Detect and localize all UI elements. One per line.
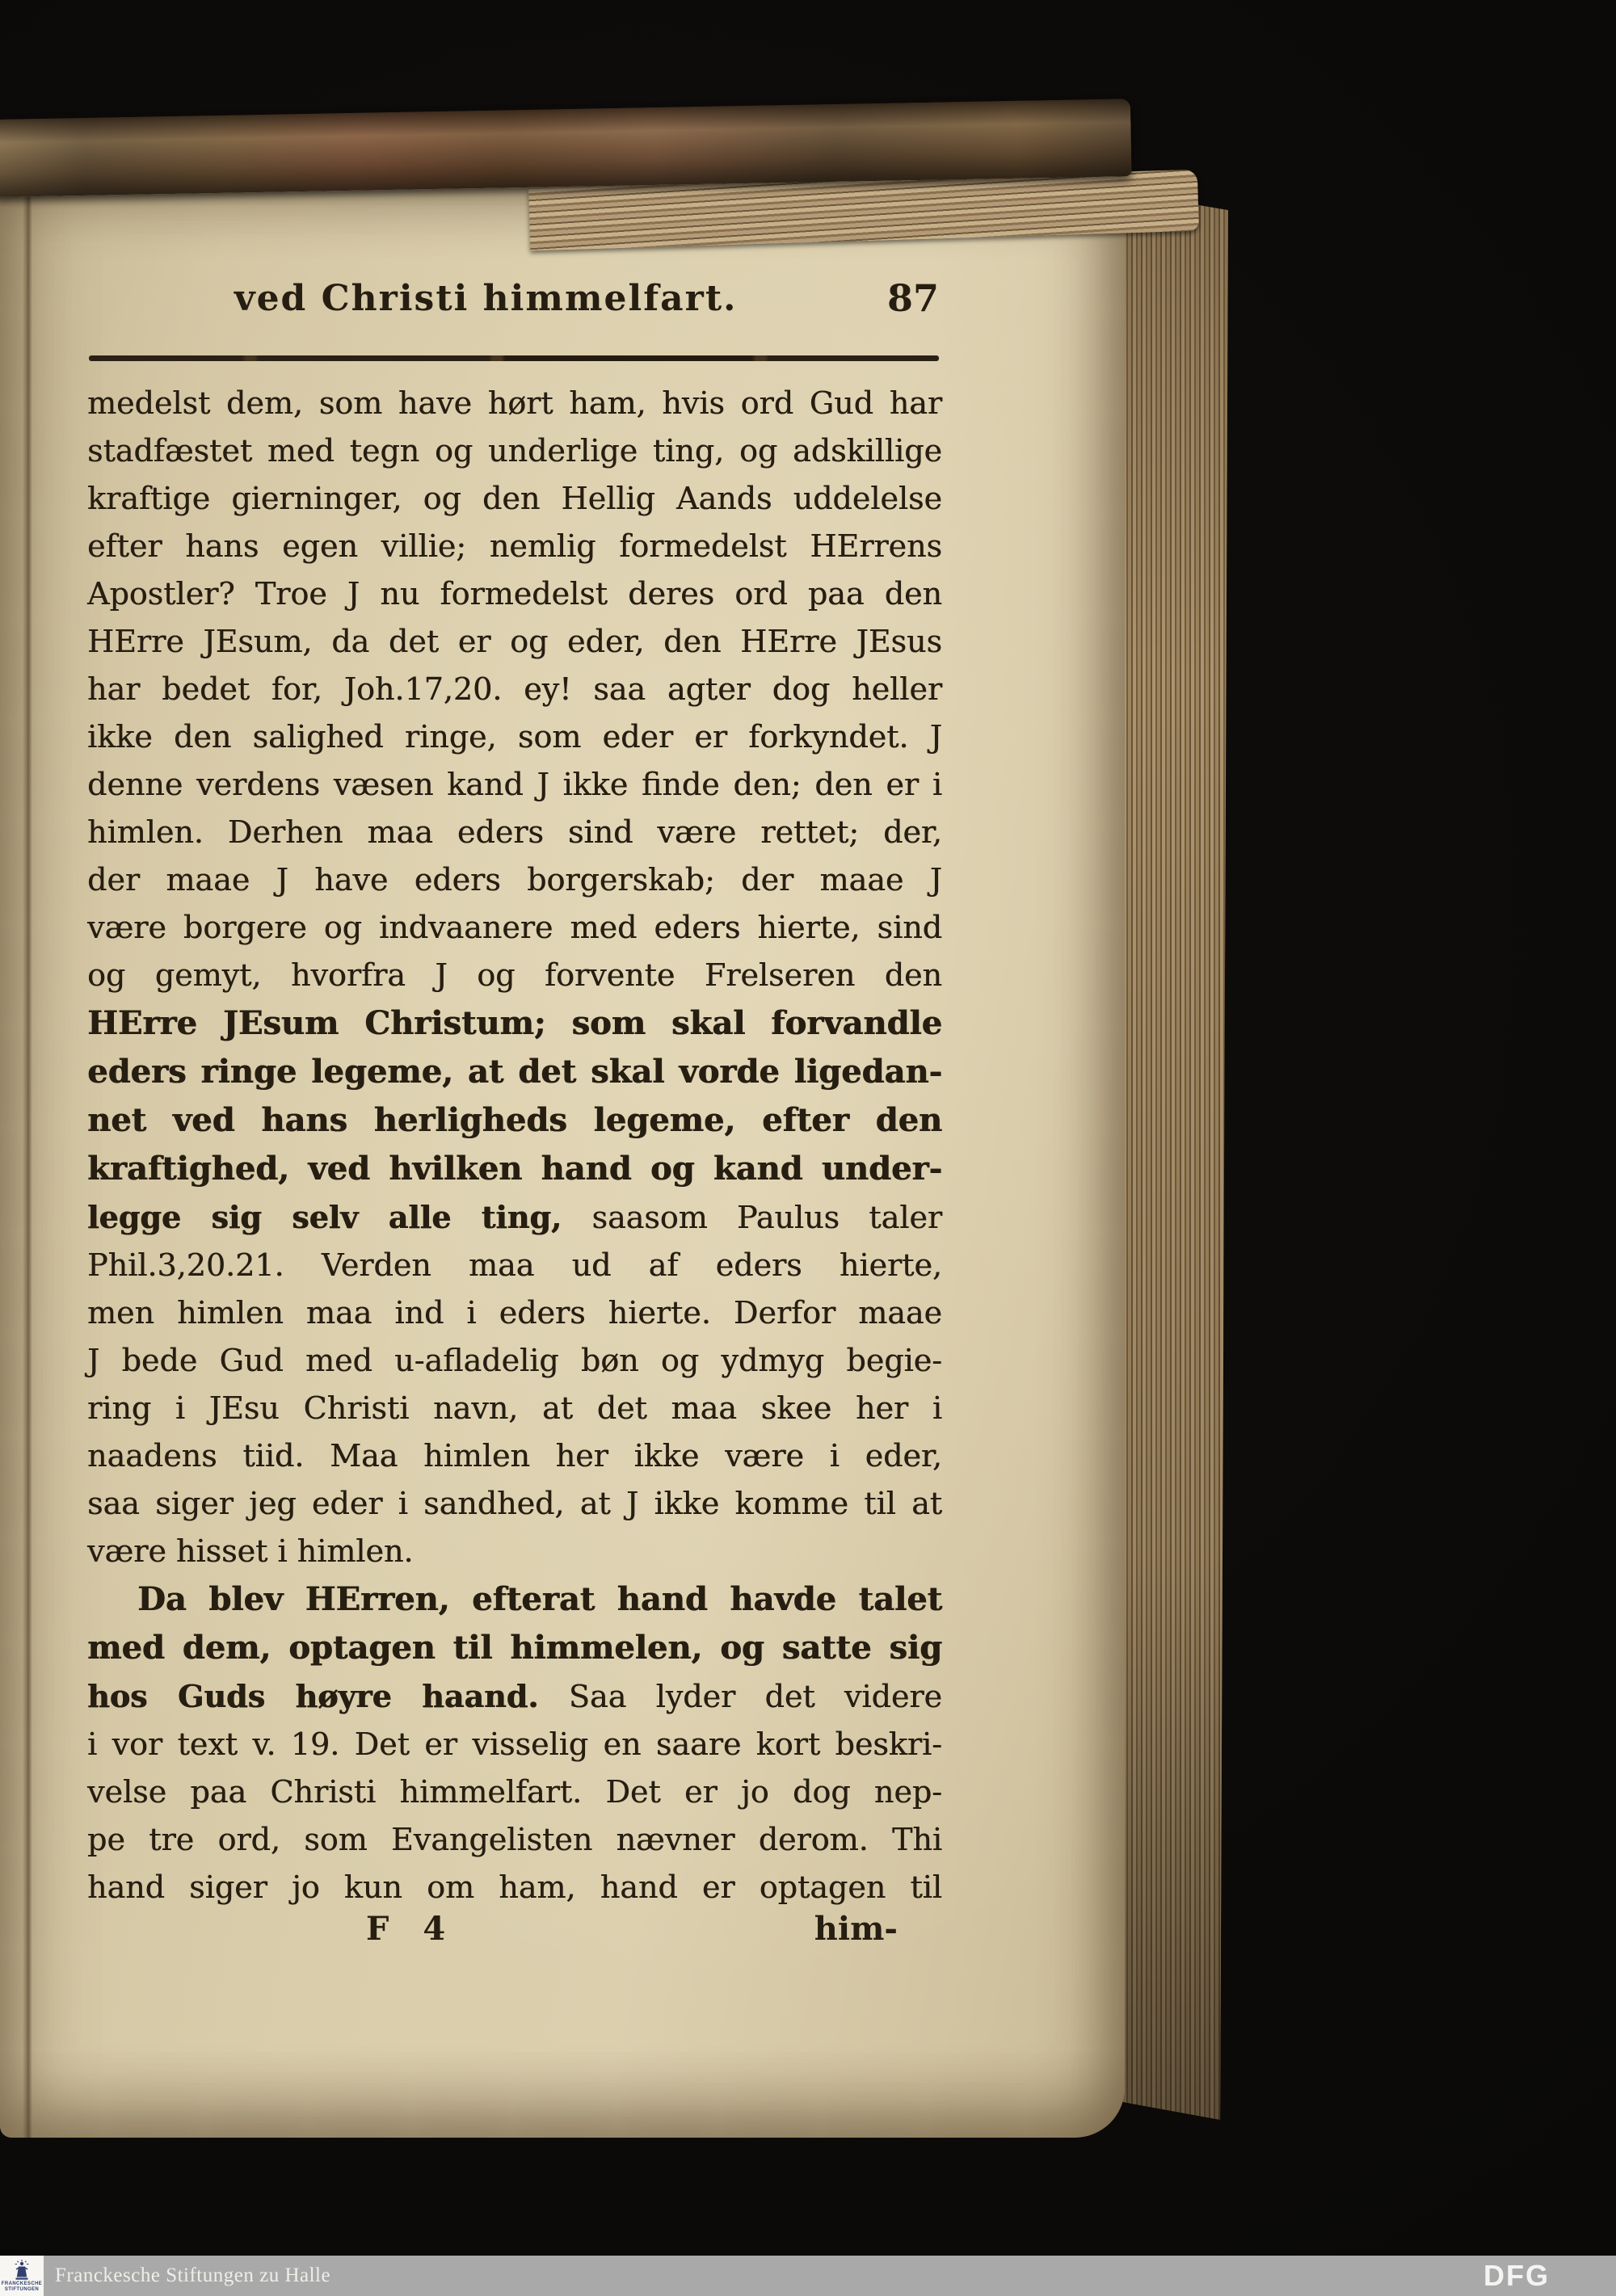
text-segment: Apostler? Troe J nu formedelst deres ord paa den	[87, 576, 942, 612]
text-segment: himlen. Derhen maa eders sind være rettet; der,	[87, 814, 942, 850]
text-line	[87, 1096, 942, 1145]
text-line	[87, 713, 942, 761]
text-segment: ikke den salighed ringe, som eder er forkyndet. J	[87, 719, 942, 755]
text-segment: stadfæstet med tegn og underlige ting, og adskillige	[87, 433, 942, 469]
text-line	[87, 1432, 942, 1480]
text-line	[87, 618, 942, 666]
page-number: 87	[886, 276, 939, 320]
running-header-title: ved Christi himmelfart.	[234, 278, 738, 319]
institution-label: Franckesche Stiftungen zu Halle	[55, 2264, 331, 2286]
text-segment: naadens tiid. Maa himlen her ikke være i eder,	[87, 1438, 942, 1474]
text-segment: Da blev HErren, efterat hand havde talet	[137, 1580, 942, 1618]
text-line	[87, 1672, 942, 1721]
text-segment: der maae J have eders borgerskab; der maae J	[87, 862, 942, 898]
text-line	[87, 1289, 942, 1337]
text-line	[87, 952, 942, 999]
text-segment: saasom Paulus taler	[591, 1200, 943, 1235]
text-segment: legge sig selv alle ting,	[87, 1199, 592, 1235]
text-line	[87, 1048, 942, 1096]
text-segment: Saa lyder det videre	[568, 1679, 942, 1714]
franckesche-logo	[0, 2256, 44, 2296]
text-line	[87, 1816, 942, 1864]
text-segment: efter hans egen villie; nemlig formedelst HErrens	[87, 528, 942, 564]
text-line	[87, 666, 942, 713]
text-segment: være borgere og indvaanere med eders hierte, sind	[87, 910, 942, 945]
text-line	[87, 1337, 942, 1385]
text-line	[87, 1242, 942, 1289]
dfg-logo: DFG	[1483, 2259, 1550, 2292]
text-segment: pe tre ord, som Evangelisten nævner derom. Thi	[87, 1822, 942, 1857]
text-line	[87, 1575, 942, 1624]
text-segment: ring i JEsu Christi navn, at det maa skee her i	[87, 1390, 942, 1426]
header-rule	[89, 355, 939, 361]
text-segment: HErre JEsum, da det er og eder, den HErre JEsus	[87, 624, 942, 659]
text-line	[87, 1385, 942, 1432]
signature-row	[87, 1910, 942, 1948]
text-line	[87, 1624, 942, 1672]
text-segment: og gemyt, hvorfra J og forvente Frelseren den	[87, 957, 942, 993]
text-segment: med dem, optagen til himmelen, og satte sig	[87, 1629, 942, 1667]
text-line	[87, 1864, 942, 1911]
text-line	[87, 475, 942, 523]
book-page-scan	[0, 179, 1125, 2138]
text-line	[87, 1145, 942, 1193]
text-line	[87, 523, 942, 570]
text-line	[87, 809, 942, 856]
text-segment: J bede Gud med u-afladelig bøn og ydmyg begie-	[87, 1343, 942, 1378]
catchword: him-	[814, 1910, 898, 1948]
text-segment: kraftige gierninger, og den Hellig Aands uddelelse	[87, 481, 942, 516]
text-segment: velse paa Christi himmelfart. Det er jo dog nep-	[87, 1774, 942, 1810]
running-head	[85, 278, 945, 330]
logo-caption-line1: FRANCKESCHE	[1, 2281, 43, 2286]
franckesche-logo-caption	[2, 2281, 42, 2292]
text-line	[87, 570, 942, 618]
text-line	[87, 1528, 942, 1575]
text-line	[87, 1768, 942, 1816]
text-line	[87, 856, 942, 904]
text-segment: net ved hans herligheds legeme, efter den	[87, 1101, 942, 1139]
text-segment: eders ringe legeme, at det skal vorde ligedan-	[87, 1053, 942, 1091]
text-line	[87, 1721, 942, 1768]
text-segment: være hisset i himlen.	[87, 1533, 414, 1569]
text-line	[87, 999, 942, 1048]
signature-mark: F 4	[366, 1910, 457, 1948]
logo-caption-line2: STIFTUNGEN	[4, 2286, 40, 2292]
page-stack-fore-edge	[1113, 191, 1228, 2139]
text-segment: medelst dem, som have hørt ham, hvis ord Gud har	[87, 385, 942, 421]
text-segment: kraftighed, ved hvilken hand og kand under-	[87, 1150, 942, 1188]
text-segment: hos Guds høyre haand.	[87, 1678, 569, 1714]
text-line	[87, 1193, 942, 1242]
text-line	[87, 380, 942, 427]
text-segment: har bedet for, Joh.17,20. ey! saa agter dog heller	[87, 671, 942, 707]
text-segment: men himlen maa ind i eders hierte. Derfor maae	[87, 1295, 942, 1331]
text-line	[87, 1480, 942, 1528]
text-line	[87, 761, 942, 809]
text-line	[87, 427, 942, 475]
text-segment: saa siger jeg eder i sandhed, at J ikke komme til at	[87, 1486, 942, 1521]
viewer-footer-bar	[0, 2256, 1616, 2296]
page-text-block	[87, 380, 942, 1911]
text-segment: denne verdens væsen kand J ikke finde den; den er i	[87, 767, 942, 802]
text-segment: i vor text v. 19. Det er visselig en saare kort beskri-	[87, 1726, 942, 1762]
text-line	[87, 904, 942, 952]
text-segment: hand siger jo kun om ham, hand er optagen til	[87, 1869, 942, 1905]
text-segment: HErre JEsum Christum; som skal forvandle	[87, 1004, 942, 1042]
text-segment: Phil.3,20.21. Verden maa ud af eders hierte,	[87, 1247, 942, 1283]
franckesche-eagle-icon	[11, 2260, 32, 2281]
